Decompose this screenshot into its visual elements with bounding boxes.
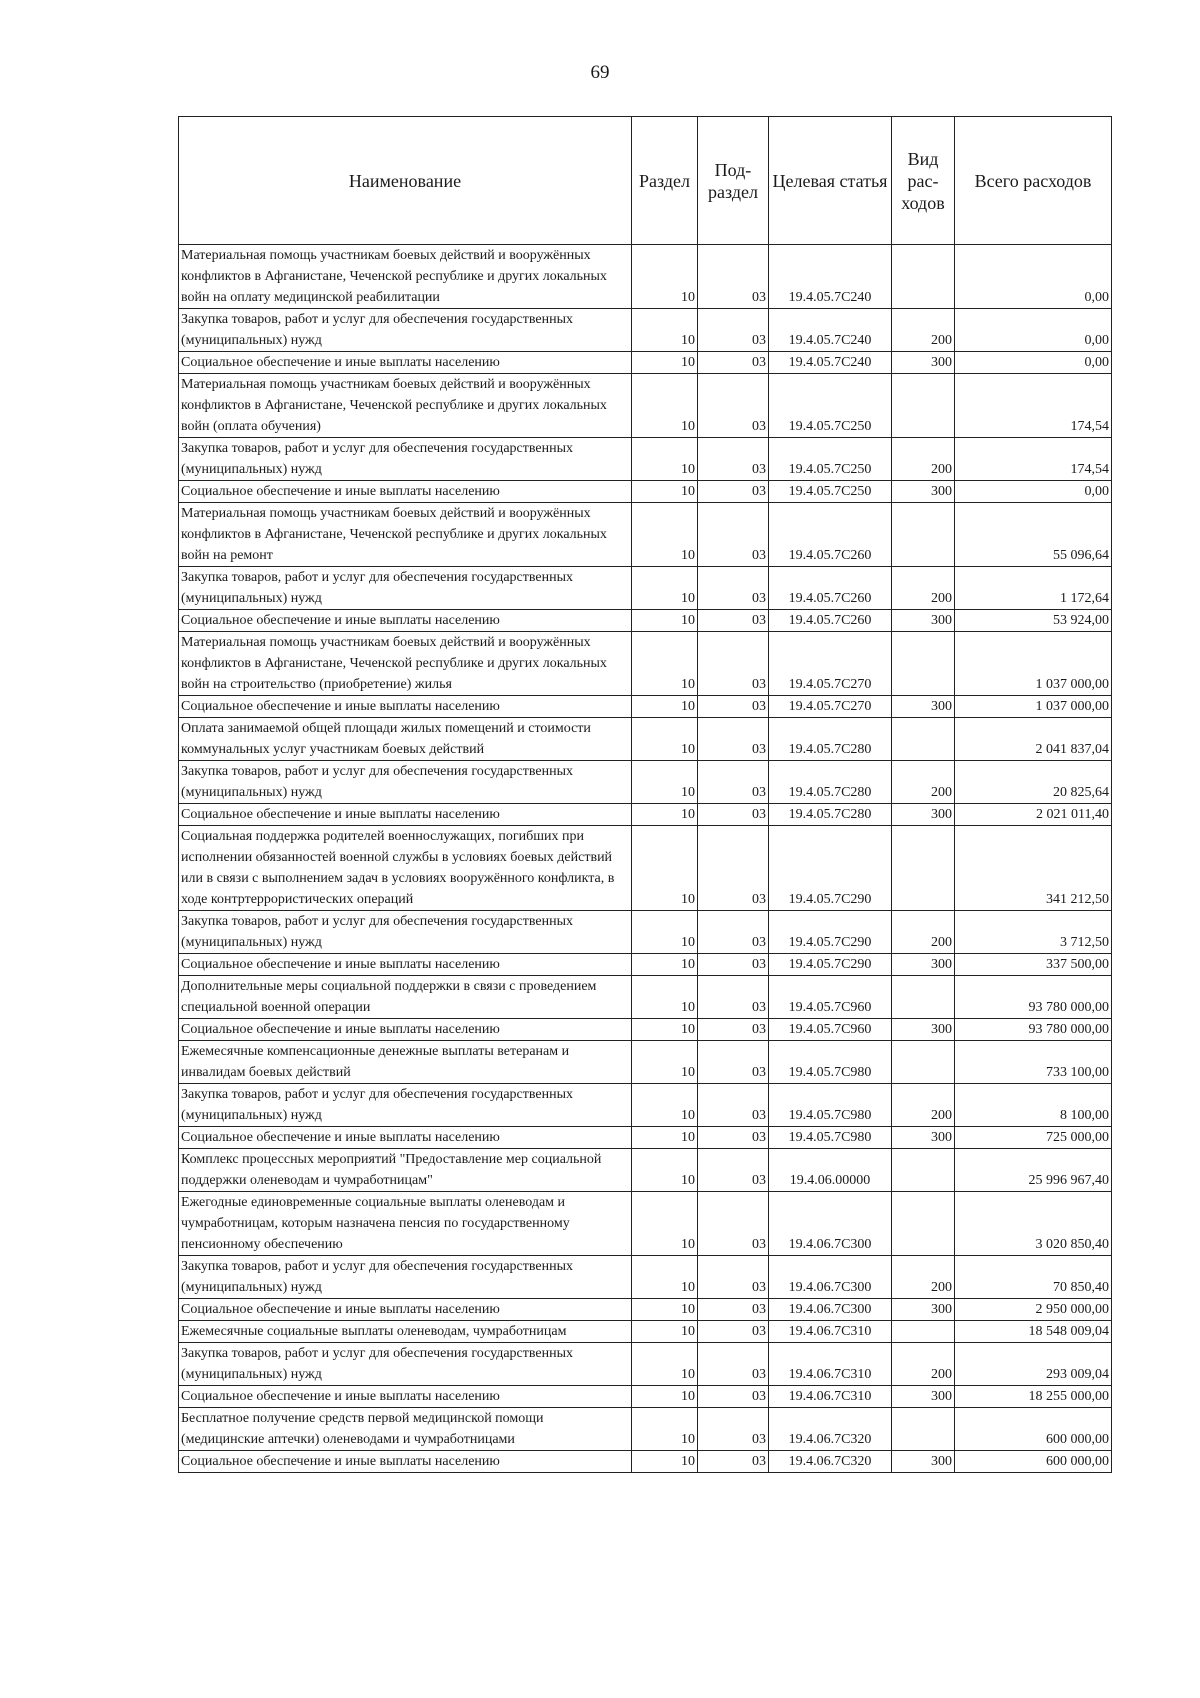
cell-total: 53 924,00 bbox=[955, 610, 1112, 632]
cell-razdel: 10 bbox=[632, 1127, 698, 1149]
cell-razdel: 10 bbox=[632, 1299, 698, 1321]
table-row bbox=[179, 1343, 1112, 1386]
cell-vid: 200 bbox=[892, 761, 955, 804]
cell-razdel: 10 bbox=[632, 1386, 698, 1408]
table-row bbox=[179, 761, 1112, 804]
cell-vid bbox=[892, 632, 955, 696]
cell-total: 1 172,64 bbox=[955, 567, 1112, 610]
cell-vid bbox=[892, 1321, 955, 1343]
cell-vid: 200 bbox=[892, 309, 955, 352]
cell-podrazdel: 03 bbox=[698, 826, 769, 911]
cell-name: Бесплатное получение средств первой медицинской помощи (медицинские аптечки) оленеводами и чумработницами bbox=[179, 1408, 632, 1451]
cell-razdel: 10 bbox=[632, 804, 698, 826]
cell-razdel: 10 bbox=[632, 632, 698, 696]
cell-vid bbox=[892, 374, 955, 438]
cell-razdel: 10 bbox=[632, 826, 698, 911]
cell-vid: 200 bbox=[892, 911, 955, 954]
cell-total: 18 548 009,04 bbox=[955, 1321, 1112, 1343]
cell-vid bbox=[892, 718, 955, 761]
table-row bbox=[179, 1408, 1112, 1451]
table-row bbox=[179, 632, 1112, 696]
cell-podrazdel: 03 bbox=[698, 761, 769, 804]
cell-podrazdel: 03 bbox=[698, 438, 769, 481]
cell-vid bbox=[892, 1041, 955, 1084]
cell-name: Социальное обеспечение и иные выплаты населению bbox=[179, 954, 632, 976]
cell-vid: 300 bbox=[892, 352, 955, 374]
cell-target: 19.4.05.7С290 bbox=[769, 826, 892, 911]
table-row bbox=[179, 374, 1112, 438]
cell-razdel: 10 bbox=[632, 1041, 698, 1084]
cell-vid: 300 bbox=[892, 1451, 955, 1473]
cell-razdel: 10 bbox=[632, 1256, 698, 1299]
cell-podrazdel: 03 bbox=[698, 245, 769, 309]
cell-target: 19.4.06.7С300 bbox=[769, 1192, 892, 1256]
cell-name: Закупка товаров, работ и услуг для обеспечения государственных (муниципальных) нужд bbox=[179, 438, 632, 481]
cell-razdel: 10 bbox=[632, 1343, 698, 1386]
cell-razdel: 10 bbox=[632, 976, 698, 1019]
header-name: Наименование bbox=[179, 117, 632, 245]
cell-target: 19.4.05.7С240 bbox=[769, 245, 892, 309]
cell-podrazdel: 03 bbox=[698, 1256, 769, 1299]
table-row bbox=[179, 1019, 1112, 1041]
cell-podrazdel: 03 bbox=[698, 954, 769, 976]
cell-target: 19.4.06.7С300 bbox=[769, 1256, 892, 1299]
cell-total: 93 780 000,00 bbox=[955, 1019, 1112, 1041]
table-row bbox=[179, 1149, 1112, 1192]
cell-name: Материальная помощь участникам боевых действий и вооружённых конфликтов в Афганистане, Чеченской республике и других локальных войн на оплату медицинской реабилитации bbox=[179, 245, 632, 309]
cell-total: 3 020 850,40 bbox=[955, 1192, 1112, 1256]
cell-total: 2 950 000,00 bbox=[955, 1299, 1112, 1321]
cell-total: 341 212,50 bbox=[955, 826, 1112, 911]
cell-podrazdel: 03 bbox=[698, 1451, 769, 1473]
table-row bbox=[179, 481, 1112, 503]
cell-podrazdel: 03 bbox=[698, 1127, 769, 1149]
cell-target: 19.4.05.7С280 bbox=[769, 804, 892, 826]
cell-podrazdel: 03 bbox=[698, 696, 769, 718]
cell-total: 733 100,00 bbox=[955, 1041, 1112, 1084]
cell-total: 0,00 bbox=[955, 309, 1112, 352]
cell-podrazdel: 03 bbox=[698, 632, 769, 696]
cell-target: 19.4.05.7С250 bbox=[769, 374, 892, 438]
page-number: 69 bbox=[590, 62, 610, 83]
cell-total: 600 000,00 bbox=[955, 1451, 1112, 1473]
cell-vid: 300 bbox=[892, 696, 955, 718]
cell-razdel: 10 bbox=[632, 309, 698, 352]
cell-vid bbox=[892, 1408, 955, 1451]
cell-name: Социальная поддержка родителей военнослужащих, погибших при исполнении обязанностей военной службы в условиях боевых действий или в связи с выполнением задач в условиях вооружённого конфликта, в ходе контртеррористических операций bbox=[179, 826, 632, 911]
cell-vid bbox=[892, 1192, 955, 1256]
cell-total: 8 100,00 bbox=[955, 1084, 1112, 1127]
cell-vid: 300 bbox=[892, 804, 955, 826]
cell-razdel: 10 bbox=[632, 610, 698, 632]
cell-name: Закупка товаров, работ и услуг для обеспечения государственных (муниципальных) нужд bbox=[179, 1084, 632, 1127]
cell-total: 25 996 967,40 bbox=[955, 1149, 1112, 1192]
cell-podrazdel: 03 bbox=[698, 1084, 769, 1127]
cell-name: Социальное обеспечение и иные выплаты населению bbox=[179, 804, 632, 826]
cell-razdel: 10 bbox=[632, 1451, 698, 1473]
table-row bbox=[179, 1084, 1112, 1127]
cell-target: 19.4.05.7С260 bbox=[769, 503, 892, 567]
cell-target: 19.4.06.7С320 bbox=[769, 1451, 892, 1473]
cell-name: Социальное обеспечение и иные выплаты населению bbox=[179, 696, 632, 718]
table-row bbox=[179, 610, 1112, 632]
cell-vid: 300 bbox=[892, 610, 955, 632]
cell-target: 19.4.05.7С960 bbox=[769, 1019, 892, 1041]
cell-target: 19.4.05.7С250 bbox=[769, 438, 892, 481]
cell-vid: 300 bbox=[892, 1019, 955, 1041]
cell-target: 19.4.06.7С300 bbox=[769, 1299, 892, 1321]
cell-podrazdel: 03 bbox=[698, 1343, 769, 1386]
cell-vid: 300 bbox=[892, 1299, 955, 1321]
table-row bbox=[179, 352, 1112, 374]
cell-name: Социальное обеспечение и иные выплаты населению bbox=[179, 610, 632, 632]
cell-target: 19.4.05.7С290 bbox=[769, 911, 892, 954]
cell-podrazdel: 03 bbox=[698, 976, 769, 1019]
header-target: Целевая статья bbox=[769, 117, 892, 245]
cell-target: 19.4.06.7С310 bbox=[769, 1321, 892, 1343]
cell-total: 1 037 000,00 bbox=[955, 632, 1112, 696]
cell-razdel: 10 bbox=[632, 718, 698, 761]
cell-total: 293 009,04 bbox=[955, 1343, 1112, 1386]
table-row bbox=[179, 309, 1112, 352]
table-row bbox=[179, 804, 1112, 826]
cell-podrazdel: 03 bbox=[698, 567, 769, 610]
cell-target: 19.4.05.7С270 bbox=[769, 696, 892, 718]
table-header bbox=[179, 117, 1112, 245]
cell-total: 2 021 011,40 bbox=[955, 804, 1112, 826]
table-row bbox=[179, 1256, 1112, 1299]
cell-name: Закупка товаров, работ и услуг для обеспечения государственных (муниципальных) нужд bbox=[179, 1343, 632, 1386]
cell-target: 19.4.05.7С980 bbox=[769, 1041, 892, 1084]
cell-name: Социальное обеспечение и иные выплаты населению bbox=[179, 481, 632, 503]
cell-podrazdel: 03 bbox=[698, 718, 769, 761]
header-vid: Вид рас-ходов bbox=[892, 117, 955, 245]
header-total: Всего расходов bbox=[955, 117, 1112, 245]
cell-razdel: 10 bbox=[632, 911, 698, 954]
cell-vid: 200 bbox=[892, 567, 955, 610]
cell-total: 0,00 bbox=[955, 352, 1112, 374]
cell-razdel: 10 bbox=[632, 1084, 698, 1127]
cell-razdel: 10 bbox=[632, 1192, 698, 1256]
cell-name: Материальная помощь участникам боевых действий и вооружённых конфликтов в Афганистане, Чеченской республике и других локальных войн на строительство (приобретение) жилья bbox=[179, 632, 632, 696]
cell-vid: 300 bbox=[892, 481, 955, 503]
cell-vid: 200 bbox=[892, 1256, 955, 1299]
cell-name: Комплекс процессных мероприятий "Предоставление мер социальной поддержки оленеводам и чумработницам" bbox=[179, 1149, 632, 1192]
cell-name: Ежемесячные социальные выплаты оленеводам, чумработницам bbox=[179, 1321, 632, 1343]
cell-total: 2 041 837,04 bbox=[955, 718, 1112, 761]
cell-name: Дополнительные меры социальной поддержки в связи с проведением специальной военной операции bbox=[179, 976, 632, 1019]
cell-total: 3 712,50 bbox=[955, 911, 1112, 954]
cell-podrazdel: 03 bbox=[698, 1192, 769, 1256]
cell-podrazdel: 03 bbox=[698, 503, 769, 567]
table-row bbox=[179, 696, 1112, 718]
cell-name: Социальное обеспечение и иные выплаты населению bbox=[179, 1019, 632, 1041]
cell-razdel: 10 bbox=[632, 954, 698, 976]
cell-vid: 300 bbox=[892, 1386, 955, 1408]
cell-podrazdel: 03 bbox=[698, 911, 769, 954]
cell-name: Закупка товаров, работ и услуг для обеспечения государственных (муниципальных) нужд bbox=[179, 567, 632, 610]
cell-podrazdel: 03 bbox=[698, 1019, 769, 1041]
cell-vid: 200 bbox=[892, 1343, 955, 1386]
cell-vid: 300 bbox=[892, 1127, 955, 1149]
table-row bbox=[179, 954, 1112, 976]
cell-razdel: 10 bbox=[632, 374, 698, 438]
cell-total: 725 000,00 bbox=[955, 1127, 1112, 1149]
cell-podrazdel: 03 bbox=[698, 610, 769, 632]
cell-vid bbox=[892, 1149, 955, 1192]
cell-name: Материальная помощь участникам боевых действий и вооружённых конфликтов в Афганистане, Чеченской республике и других локальных войн (оплата обучения) bbox=[179, 374, 632, 438]
table-row bbox=[179, 503, 1112, 567]
cell-total: 174,54 bbox=[955, 374, 1112, 438]
table-row bbox=[179, 245, 1112, 309]
cell-name: Социальное обеспечение и иные выплаты населению bbox=[179, 1299, 632, 1321]
cell-target: 19.4.05.7С250 bbox=[769, 481, 892, 503]
cell-podrazdel: 03 bbox=[698, 1321, 769, 1343]
cell-total: 337 500,00 bbox=[955, 954, 1112, 976]
table-row bbox=[179, 1127, 1112, 1149]
cell-total: 70 850,40 bbox=[955, 1256, 1112, 1299]
cell-name: Ежемесячные компенсационные денежные выплаты ветеранам и инвалидам боевых действий bbox=[179, 1041, 632, 1084]
table-row bbox=[179, 567, 1112, 610]
cell-vid: 200 bbox=[892, 438, 955, 481]
cell-name: Ежегодные единовременные социальные выплаты оленеводам и чумработницам, которым назначена пенсия по государственному пенсионному обеспечению bbox=[179, 1192, 632, 1256]
cell-target: 19.4.05.7С290 bbox=[769, 954, 892, 976]
cell-podrazdel: 03 bbox=[698, 1408, 769, 1451]
cell-razdel: 10 bbox=[632, 1149, 698, 1192]
table-row bbox=[179, 1041, 1112, 1084]
cell-podrazdel: 03 bbox=[698, 1299, 769, 1321]
table-row bbox=[179, 1321, 1112, 1343]
cell-total: 20 825,64 bbox=[955, 761, 1112, 804]
cell-razdel: 10 bbox=[632, 761, 698, 804]
header-podrazdel: Под-раздел bbox=[698, 117, 769, 245]
cell-razdel: 10 bbox=[632, 481, 698, 503]
cell-podrazdel: 03 bbox=[698, 804, 769, 826]
cell-podrazdel: 03 bbox=[698, 374, 769, 438]
cell-vid: 200 bbox=[892, 1084, 955, 1127]
cell-vid bbox=[892, 503, 955, 567]
cell-name: Закупка товаров, работ и услуг для обеспечения государственных (муниципальных) нужд bbox=[179, 1256, 632, 1299]
cell-razdel: 10 bbox=[632, 1321, 698, 1343]
cell-razdel: 10 bbox=[632, 567, 698, 610]
cell-razdel: 10 bbox=[632, 696, 698, 718]
cell-total: 600 000,00 bbox=[955, 1408, 1112, 1451]
cell-name: Материальная помощь участникам боевых действий и вооружённых конфликтов в Афганистане, Чеченской республике и других локальных войн на ремонт bbox=[179, 503, 632, 567]
cell-target: 19.4.05.7С980 bbox=[769, 1084, 892, 1127]
cell-name: Социальное обеспечение и иные выплаты населению bbox=[179, 1127, 632, 1149]
cell-razdel: 10 bbox=[632, 1408, 698, 1451]
cell-razdel: 10 bbox=[632, 352, 698, 374]
cell-target: 19.4.05.7С260 bbox=[769, 610, 892, 632]
cell-vid bbox=[892, 976, 955, 1019]
table-row bbox=[179, 826, 1112, 911]
cell-vid: 300 bbox=[892, 954, 955, 976]
cell-target: 19.4.05.7С280 bbox=[769, 718, 892, 761]
cell-target: 19.4.05.7С960 bbox=[769, 976, 892, 1019]
cell-name: Оплата занимаемой общей площади жилых помещений и стоимости коммунальных услуг участникам боевых действий bbox=[179, 718, 632, 761]
cell-target: 19.4.06.7С320 bbox=[769, 1408, 892, 1451]
cell-total: 0,00 bbox=[955, 245, 1112, 309]
cell-vid bbox=[892, 826, 955, 911]
cell-name: Социальное обеспечение и иные выплаты населению bbox=[179, 1386, 632, 1408]
cell-podrazdel: 03 bbox=[698, 352, 769, 374]
cell-target: 19.4.06.7С310 bbox=[769, 1343, 892, 1386]
table-body bbox=[179, 245, 1112, 1473]
cell-target: 19.4.05.7С980 bbox=[769, 1127, 892, 1149]
cell-name: Закупка товаров, работ и услуг для обеспечения государственных (муниципальных) нужд bbox=[179, 911, 632, 954]
table-row bbox=[179, 911, 1112, 954]
header-razdel: Раздел bbox=[632, 117, 698, 245]
cell-total: 18 255 000,00 bbox=[955, 1386, 1112, 1408]
cell-name: Социальное обеспечение и иные выплаты населению bbox=[179, 352, 632, 374]
cell-vid bbox=[892, 245, 955, 309]
cell-name: Социальное обеспечение и иные выплаты населению bbox=[179, 1451, 632, 1473]
cell-podrazdel: 03 bbox=[698, 1386, 769, 1408]
cell-target: 19.4.06.00000 bbox=[769, 1149, 892, 1192]
cell-total: 0,00 bbox=[955, 481, 1112, 503]
cell-podrazdel: 03 bbox=[698, 1149, 769, 1192]
cell-podrazdel: 03 bbox=[698, 481, 769, 503]
cell-total: 93 780 000,00 bbox=[955, 976, 1112, 1019]
table-row bbox=[179, 1451, 1112, 1473]
table-row bbox=[179, 1299, 1112, 1321]
cell-name: Закупка товаров, работ и услуг для обеспечения государственных (муниципальных) нужд bbox=[179, 309, 632, 352]
cell-total: 174,54 bbox=[955, 438, 1112, 481]
cell-razdel: 10 bbox=[632, 245, 698, 309]
cell-target: 19.4.06.7С310 bbox=[769, 1386, 892, 1408]
cell-total: 1 037 000,00 bbox=[955, 696, 1112, 718]
cell-target: 19.4.05.7С240 bbox=[769, 309, 892, 352]
cell-target: 19.4.05.7С280 bbox=[769, 761, 892, 804]
table-row bbox=[179, 1386, 1112, 1408]
budget-table bbox=[178, 116, 1112, 1473]
cell-razdel: 10 bbox=[632, 503, 698, 567]
table-row bbox=[179, 976, 1112, 1019]
table-row bbox=[179, 1192, 1112, 1256]
cell-target: 19.4.05.7С240 bbox=[769, 352, 892, 374]
cell-target: 19.4.05.7С270 bbox=[769, 632, 892, 696]
cell-target: 19.4.05.7С260 bbox=[769, 567, 892, 610]
table-row bbox=[179, 438, 1112, 481]
table-row bbox=[179, 718, 1112, 761]
cell-razdel: 10 bbox=[632, 438, 698, 481]
cell-razdel: 10 bbox=[632, 1019, 698, 1041]
cell-total: 55 096,64 bbox=[955, 503, 1112, 567]
cell-podrazdel: 03 bbox=[698, 1041, 769, 1084]
cell-name: Закупка товаров, работ и услуг для обеспечения государственных (муниципальных) нужд bbox=[179, 761, 632, 804]
cell-podrazdel: 03 bbox=[698, 309, 769, 352]
